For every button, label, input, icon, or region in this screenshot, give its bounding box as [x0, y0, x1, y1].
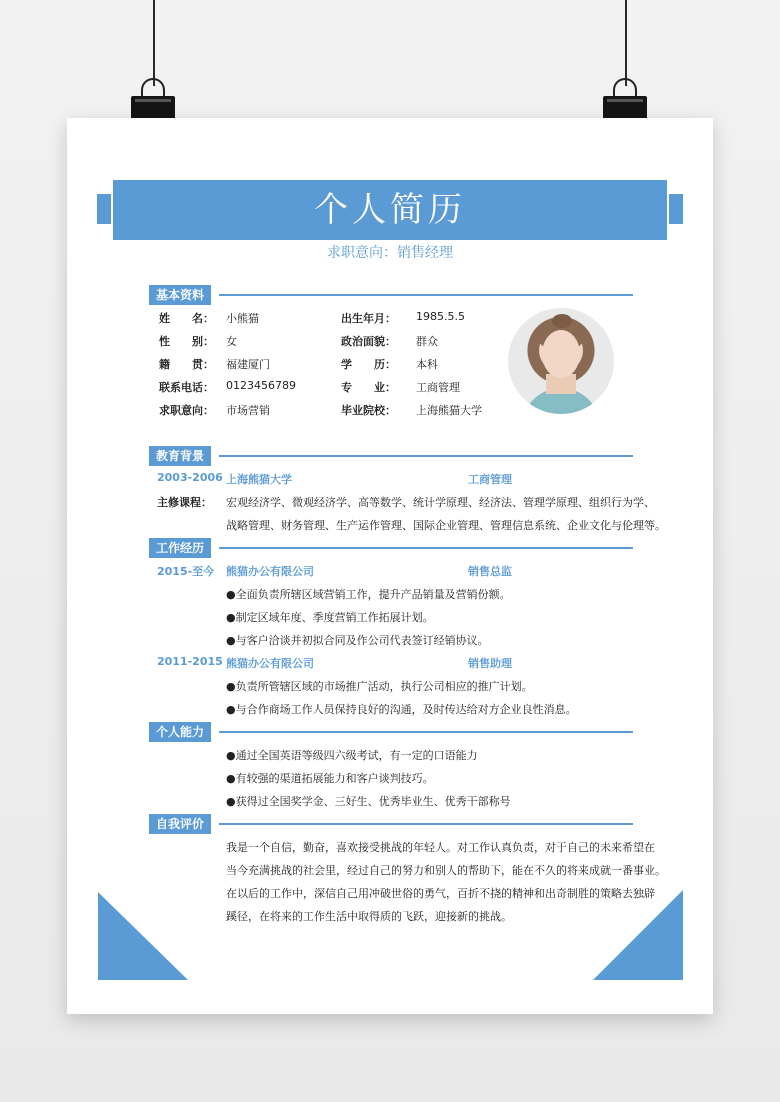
- education-school: 上海熊猫大学: [226, 473, 292, 486]
- origin-label: 籍 贯：: [159, 358, 214, 371]
- education-period: 2003-2006: [157, 471, 223, 484]
- intention-label: 求职意向：: [159, 404, 214, 417]
- section-basic-label: 基本资料: [149, 285, 211, 305]
- work-1-item-2: ●制定区域年度、季度营销工作拓展计划。: [226, 611, 434, 624]
- section-work-divider: [219, 547, 633, 549]
- name-value: 小熊猫: [226, 312, 259, 325]
- origin-value: 福建厦门: [226, 358, 270, 371]
- hanging-wire-right: [625, 0, 627, 86]
- intention-value: 市场营销: [226, 404, 270, 417]
- work-2-item-1: ●负责所管辖区域的市场推广活动，执行公司相应的推广计划。: [226, 680, 533, 693]
- birth-value: 1985.5.5: [416, 310, 465, 323]
- gender-label: 性 别：: [159, 335, 214, 348]
- section-ability-label: 个人能力: [149, 722, 211, 742]
- section-education-label: 教育背景: [149, 446, 211, 466]
- work-2-item-2: ●与合作商场工作人员保持良好的沟通，及时传达给对方企业良性消息。: [226, 703, 577, 716]
- corner-triangle-right: [593, 890, 683, 980]
- section-work-label: 工作经历: [149, 538, 211, 558]
- work-1-item-1: ●全面负责所辖区域营销工作，提升产品销量及营销份额。: [226, 588, 511, 601]
- page-title: 个人简历: [314, 190, 466, 230]
- ability-item-1: ●通过全国英语等级四六级考试，有一定的口语能力: [226, 749, 478, 762]
- work-2-period: 2011-2015: [157, 655, 223, 668]
- political-value: 群众: [416, 335, 438, 348]
- school-value: 上海熊猫大学: [416, 404, 482, 417]
- ability-item-2: ●有较强的渠道拓展能力和客户谈判技巧。: [226, 772, 434, 785]
- section-evaluation-divider: [219, 823, 633, 825]
- evaluation-line-3: 在以后的工作中，深信自己用冲破世俗的勇气，百折不挠的精神和出奇制胜的策略去独辟: [226, 887, 655, 900]
- gender-value: 女: [226, 335, 237, 348]
- work-1-position: 销售总监: [468, 565, 512, 578]
- section-evaluation-label: 自我评价: [149, 814, 211, 834]
- job-intention-subtitle: 求职意向：销售经理: [327, 245, 453, 261]
- education-major: 工商管理: [468, 473, 512, 486]
- section-basic-divider: [219, 294, 633, 296]
- profile-photo: [508, 308, 614, 414]
- hanging-wire-left: [153, 0, 155, 86]
- work-1-item-3: ●与客户洽谈并初拟合同及作公司代表签订经销协议。: [226, 634, 489, 647]
- ability-item-3: ●获得过全国奖学金、三好生、优秀毕业生、优秀干部称号: [226, 795, 511, 808]
- work-2-position: 销售助理: [468, 657, 512, 670]
- title-tab-left: [97, 194, 111, 224]
- evaluation-line-1: 我是一个自信，勤奋，喜欢接受挑战的年轻人。对工作认真负责，对于自己的未来希望在: [226, 841, 655, 854]
- evaluation-line-2: 当今充满挑战的社会里，经过自己的努力和别人的帮助下，能在不久的将来成就一番事业。: [226, 864, 666, 877]
- corner-triangle-left: [98, 892, 188, 980]
- phone-label: 联系电话：: [159, 381, 214, 394]
- phone-value: 0123456789: [226, 379, 296, 392]
- section-ability-divider: [219, 731, 633, 733]
- major-label: 专 业：: [341, 381, 396, 394]
- work-1-period: 2015-至今: [157, 565, 215, 578]
- section-education-divider: [219, 455, 633, 457]
- courses-line-1: 宏观经济学、微观经济学、高等数学、统计学原理、经济法、管理学原理、组织行为学、: [226, 496, 655, 509]
- political-label: 政治面貌：: [341, 335, 396, 348]
- school-label: 毕业院校：: [341, 404, 396, 417]
- name-label: 姓 名：: [159, 312, 214, 325]
- birth-label: 出生年月：: [341, 312, 396, 325]
- work-1-company: 熊猫办公有限公司: [226, 565, 314, 578]
- major-value: 工商管理: [416, 381, 460, 394]
- title-tab-right: [669, 194, 683, 224]
- degree-value: 本科: [416, 358, 438, 371]
- courses-label: 主修课程：: [157, 496, 212, 509]
- work-2-company: 熊猫办公有限公司: [226, 657, 314, 670]
- resume-paper: [67, 118, 713, 1014]
- courses-line-2: 战略管理、财务管理、生产运作管理、国际企业管理、管理信息系统、企业文化与伦理等。: [226, 519, 666, 532]
- degree-label: 学 历：: [341, 358, 396, 371]
- evaluation-line-4: 蹊径，在将来的工作生活中取得质的飞跃，迎接新的挑战。: [226, 910, 512, 923]
